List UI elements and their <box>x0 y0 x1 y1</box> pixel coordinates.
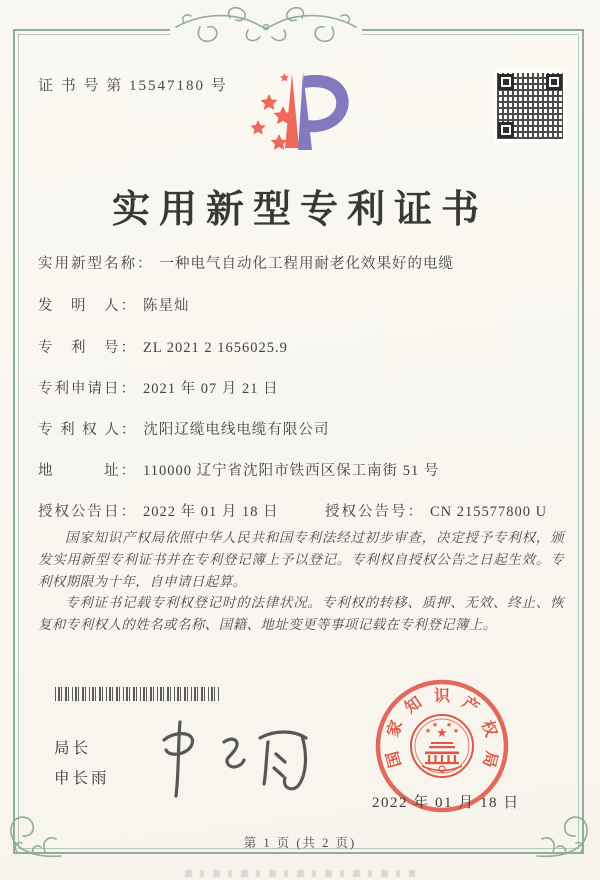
qr-finder-icon <box>498 122 514 138</box>
field-value: ZL 2021 2 1656025.9 <box>143 340 288 356</box>
field-label: 专 利 号： <box>38 340 137 356</box>
signer-name: 申长雨 <box>54 770 110 787</box>
field-row-grant <box>38 500 570 521</box>
field-value: 2021 年 07 月 21 日 <box>143 381 279 397</box>
qr-code <box>497 73 563 139</box>
top-ornament-icon <box>170 3 362 49</box>
field-label: 专 利 权 人： <box>38 422 138 438</box>
field-value: 110000 辽宁省沈阳市铁西区保工南街 51 号 <box>143 463 440 479</box>
field-label: 授权公告日： <box>38 504 137 520</box>
certificate-number: 证 书 号 第 15547180 号 <box>38 78 228 94</box>
qr-finder-icon <box>498 74 514 90</box>
page-title: 实用新型专利证书 <box>111 189 488 231</box>
legal-text <box>38 527 564 636</box>
national-emblem-icon <box>408 712 476 784</box>
signer-title: 局长 <box>54 740 92 757</box>
field-value: CN 215577800 U <box>430 504 548 520</box>
seal-char: 产 <box>458 694 482 718</box>
field-row-filing-date <box>38 377 570 398</box>
field-label: 专利申请日： <box>38 381 137 397</box>
seal-date: 2022 年 01 月 18 日 <box>372 795 520 811</box>
field-row-patentee <box>38 418 570 439</box>
field-row-inventor <box>38 294 570 315</box>
field-label: 地 址： <box>38 463 137 479</box>
field-value: 沈阳辽缆电线电缆有限公司 <box>143 422 330 438</box>
seal-char: 家 <box>384 718 407 740</box>
page-footer: 第 1 页 (共 2 页) <box>243 836 357 850</box>
svg-text:★: ★ <box>452 727 460 735</box>
field-label: 发 明 人： <box>38 298 137 314</box>
field-row-patent-no <box>38 336 570 357</box>
seal-char: 权 <box>477 718 500 740</box>
cnipa-logo-icon <box>246 62 360 162</box>
seal-char: 局 <box>479 749 500 770</box>
field-value: 2022 年 01 月 18 日 <box>143 504 279 520</box>
svg-text:★: ★ <box>431 721 439 729</box>
body-paragraph-1: 国家知识产权局依照中华人民共和国专利法经过初步审查，决定授予专利权，颁发实用新型专利证书并在专利登记簿上予以登记。专利权自授权公告之日起生效。专利权期限为十年，自申请日起算。 <box>38 530 564 589</box>
field-row-address <box>38 459 570 480</box>
svg-text:★: ★ <box>445 721 453 729</box>
svg-text:★: ★ <box>436 726 448 741</box>
shen-changyu-signature-icon <box>152 712 327 807</box>
qr-finder-icon <box>546 74 562 90</box>
field-row-name <box>38 252 570 273</box>
next-page-ghost-text <box>185 870 415 877</box>
seal-char: 知 <box>402 694 426 718</box>
field-label: 授权公告号： <box>325 504 424 520</box>
field-value: 陈星灿 <box>143 298 190 314</box>
seal-char: 识 <box>433 688 450 705</box>
seal-char: 国 <box>384 749 405 770</box>
field-value: 一种电气自动化工程用耐老化效果好的电缆 <box>159 256 454 272</box>
svg-text:★: ★ <box>424 727 432 735</box>
field-label: 实用新型名称： <box>38 256 154 272</box>
barcode <box>55 687 219 701</box>
body-paragraph-2: 专利证书记载专利权登记时的法律状况。专利权的转移、质押、无效、终止、恢复和专利权人的姓名或名称、国籍、地址变更等事项记载在专利登记簿上。 <box>38 595 564 633</box>
